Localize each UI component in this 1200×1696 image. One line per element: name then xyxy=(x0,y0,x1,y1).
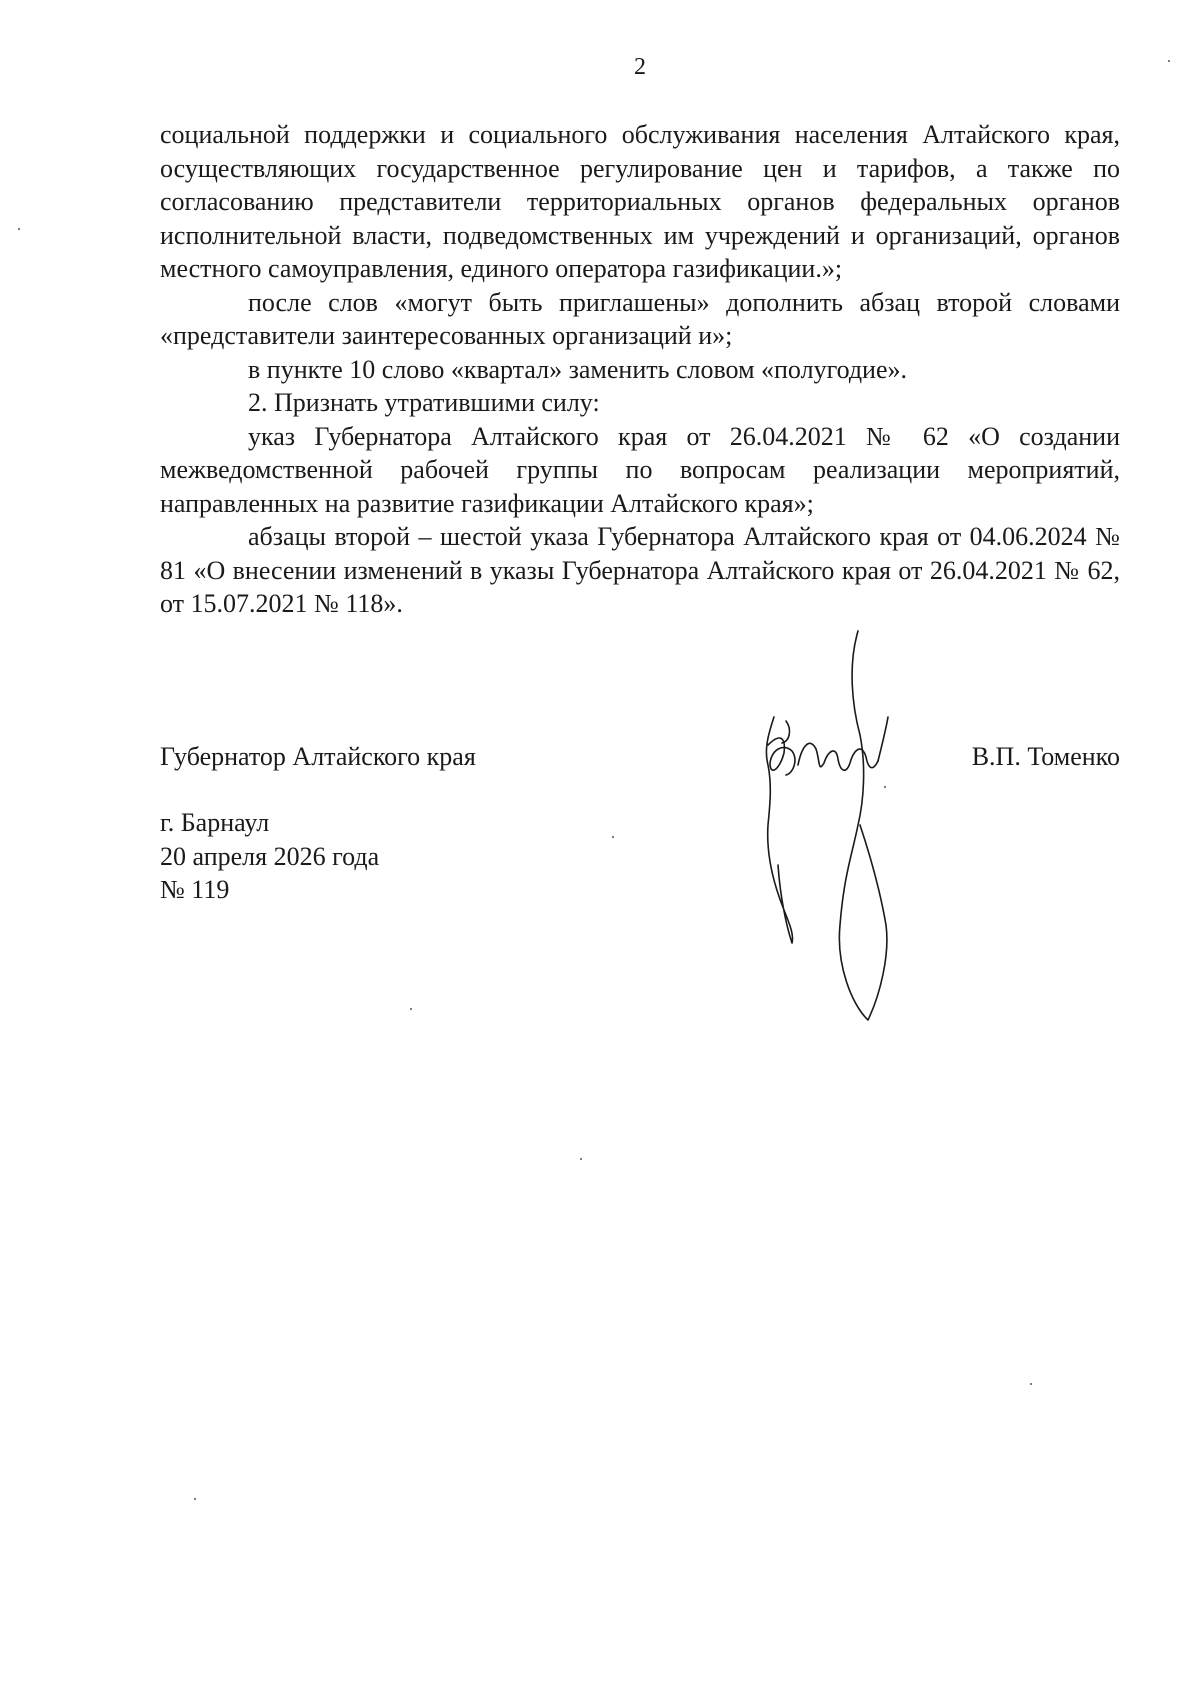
body-paragraph: после слов «могут быть приглашены» дополнить абзац второй словами «представители заинтересованных организаций и»; xyxy=(160,287,1120,350)
place-date-block xyxy=(160,806,379,907)
body-paragraph: 2. Признать утратившими силу: xyxy=(248,388,600,417)
page-number: 2 xyxy=(634,54,646,80)
scan-speck xyxy=(612,836,614,838)
signatory-name: В.П. Томенко xyxy=(971,742,1120,771)
document-body xyxy=(160,118,1120,621)
body-paragraph: абзацы второй – шестой указа Губернатора Алтайского края от 04.06.2024 № 81 «О внесении изменений в указы Губернатора Алтайского края от 26.04.2021 № 62, от 15.07.2021 № 118». xyxy=(160,522,1120,618)
handwritten-signature-icon xyxy=(740,625,940,1025)
scan-speck xyxy=(1168,60,1170,62)
body-paragraph: в пункте 10 слово «квартал» заменить словом «полугодие». xyxy=(248,354,908,384)
body-paragraph: указ Губернатора Алтайского края от 26.04.2021 № 62 «О создании межведомственной рабочей группы по вопросам реализации мероприятий, направленных на развитие газификации Алтайского края»; xyxy=(160,421,1120,518)
scan-speck xyxy=(18,228,20,230)
body-paragraph: социальной поддержки и социального обслуживания населения Алтайского края, осуществляющих государственное регулирование цен и тарифов, а также по согласованию представители территориальных органов федеральных органов исполнительной власти, подведомственных им учреждений и организаций, органов местного самоуправления, единого оператора газификации.»; xyxy=(160,120,1120,283)
scan-speck xyxy=(194,1498,196,1500)
scan-speck xyxy=(410,1008,412,1010)
scan-speck xyxy=(580,1158,582,1160)
scan-speck xyxy=(1030,1383,1032,1385)
place: г. Барнаул xyxy=(160,808,270,837)
document-date: 20 апреля 2026 года xyxy=(160,841,380,871)
document-number: № 119 xyxy=(160,875,230,904)
scan-speck xyxy=(884,786,886,788)
signatory-title: Губернатор Алтайского края xyxy=(160,742,476,771)
